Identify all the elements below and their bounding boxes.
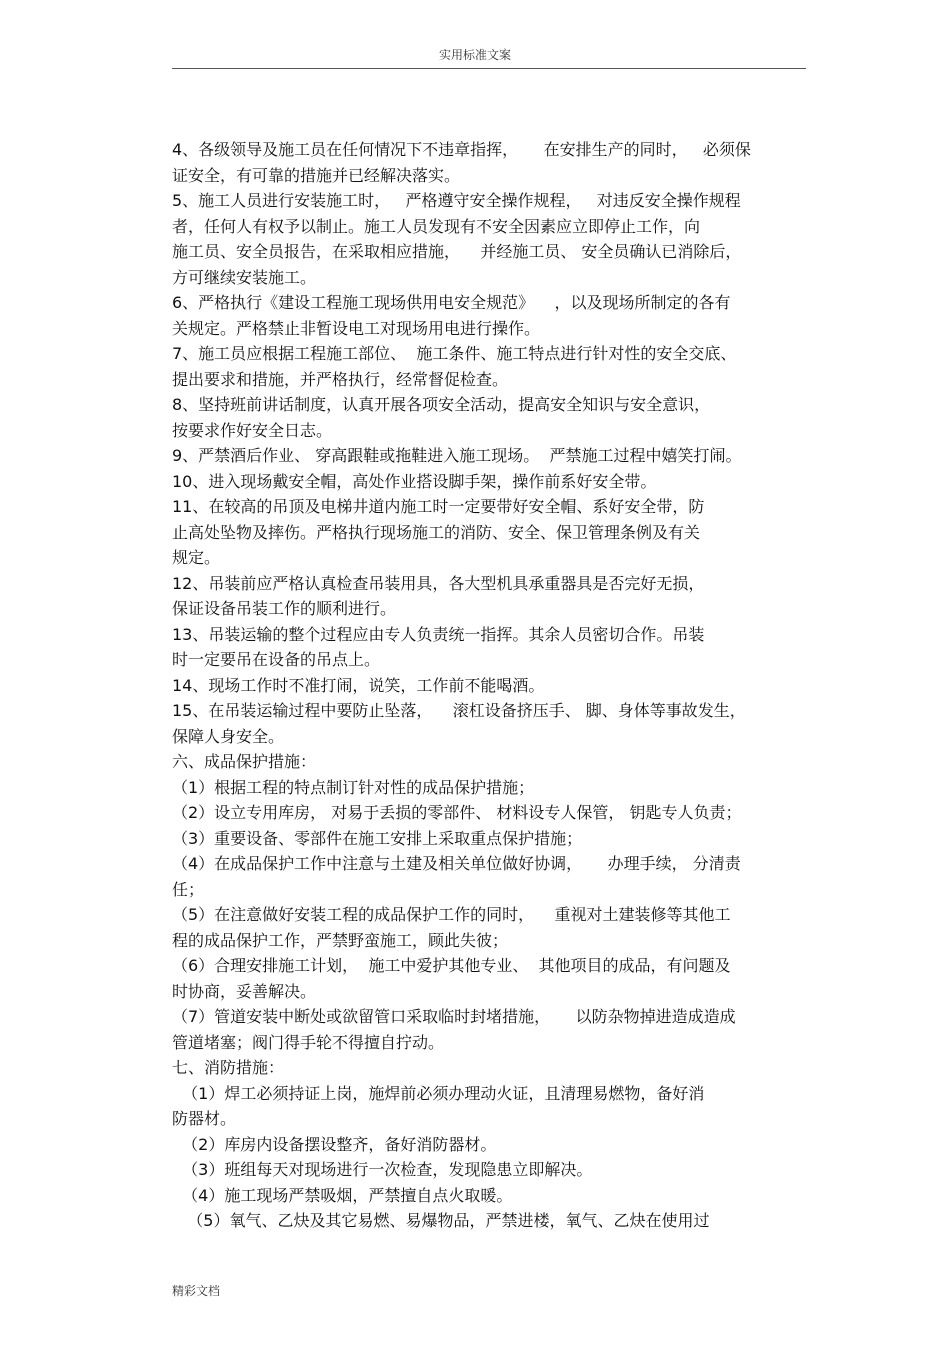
text-line: 7、施工员应根据工程施工部位、 施工条件、施工特点进行针对性的安全交底、 bbox=[172, 344, 737, 363]
text-line: 12、吊装前应严格认真检查吊装用具，各大型机具承重器具是否完好无损， bbox=[172, 573, 705, 593]
text-line: 按要求作好安全日志。 bbox=[172, 420, 333, 440]
text-line: 8、坚持班前讲话制度，认真开展各项安全活动，提高安全知识与安全意识， bbox=[172, 395, 711, 414]
text-line: 者，任何人有权予以制止。施工人员发现有不安全因素应立即停止工作，向 bbox=[172, 216, 701, 236]
text-line: 13、吊装运输的整个过程应由专人负责统一指挥。其余人员密切合作。吊装 bbox=[172, 624, 705, 644]
text-line: 证安全，有可靠的措施并已经解决落实。 bbox=[172, 165, 461, 185]
text-line: （2）库房内设备摆设整齐，备好消防器材。 bbox=[172, 1134, 497, 1154]
text-line: 4、各级领导及施工员在任何情况下不违章指挥， 在安排生产的同时， 必须保 bbox=[172, 140, 751, 159]
text-line: 提出要求和措施，并严格执行，经常督促检查。 bbox=[172, 369, 509, 389]
text-line: （3）班组每天对现场进行一次检查，发现隐患立即解决。 bbox=[172, 1160, 593, 1179]
text-line: 15、在吊装运输过程中要防止坠落， 滚杠设备挤压手、 脚、身体等事故发生， bbox=[172, 701, 746, 720]
text-line: 防器材。 bbox=[172, 1109, 237, 1128]
text-line: 6、严格执行《建设工程施工现场供用电安全规范》 ，以及现场所制定的各有 bbox=[172, 293, 731, 312]
text-line: 任； bbox=[172, 879, 205, 899]
text-line: 程的成品保护工作，严禁野蛮施工，顾此失彼； bbox=[172, 930, 509, 950]
text-line: 规定。 bbox=[172, 548, 221, 567]
text-line: 方可继续安装施工。 bbox=[172, 267, 317, 287]
text-line: 9、严禁酒后作业、 穿高跟鞋或拖鞋进入施工现场。 严禁施工过程中嬉笑打闹。 bbox=[172, 446, 742, 465]
text-line: （2）设立专用库房， 对易于丢损的零部件、 材料设专人保管， 钥匙专人负责； bbox=[172, 803, 742, 822]
text-line: （4）在成品保护工作中注意与土建及相关单位做好协调， 办理手续， 分清责 bbox=[172, 854, 741, 873]
text-line: 六、成品保护措施： bbox=[172, 752, 317, 771]
text-line: （1）根据工程的特点制订针对性的成品保护措施； bbox=[172, 777, 535, 797]
page-header-title: 实用标准文案 bbox=[438, 48, 511, 62]
text-line: 保证设备吊装工作的顺利进行。 bbox=[172, 599, 397, 618]
text-line: （1）焊工必须持证上岗，施焊前必须办理动火证，且清理易燃物，备好消 bbox=[172, 1083, 705, 1103]
text-line: 11、在较高的吊顶及电梯井道内施工时一定要带好安全帽、系好安全带，防 bbox=[172, 497, 705, 516]
text-line: （5）在注意做好安装工程的成品保护工作的同时， 重视对土建装修等其他工 bbox=[172, 905, 731, 924]
text-line: 止高处坠物及摔伤。严格执行现场施工的消防、安全、保卫管理条例及有关 bbox=[172, 522, 701, 542]
text-line: （6）合理安排施工计划， 施工中爱护其他专业、 其他项目的成品，有问题及 bbox=[172, 956, 731, 975]
text-line: 管道堵塞；阀门得手轮不得擅自拧动。 bbox=[172, 1032, 445, 1052]
text-line: 保障人身安全。 bbox=[172, 726, 285, 746]
text-line: 施工员、安全员报告，在采取相应措施， 并经施工员、 安全员确认已消除后， bbox=[172, 242, 742, 261]
text-line: 时一定要吊在设备的吊点上。 bbox=[172, 650, 381, 669]
header-divider bbox=[172, 68, 806, 69]
text-line: （3）重要设备、零部件在施工安排上采取重点保护措施； bbox=[172, 828, 583, 848]
text-line: 14、现场工作时不准打闹，说笑，工作前不能喝酒。 bbox=[172, 675, 545, 695]
page-footer-text: 精彩文档 bbox=[172, 1284, 221, 1298]
text-line: （5）氧气、乙炔及其它易燃、易爆物品，严禁进楼，氧气、乙炔在使用过 bbox=[172, 1211, 710, 1230]
text-line: （7）管道安装中断处或欲留管口采取临时封堵措施， 以防杂物掉进造成造成 bbox=[172, 1007, 736, 1026]
text-line: 时协商，妥善解决。 bbox=[172, 981, 317, 1001]
text-line: 5、施工人员进行安装施工时， 严格遵守安全操作规程， 对违反安全操作规程 bbox=[172, 191, 741, 210]
text-line: 关规定。严格禁止非暂设电工对现场用电进行操作。 bbox=[172, 318, 541, 338]
text-line: 七、消防措施： bbox=[172, 1058, 285, 1077]
text-line: 10、进入现场戴安全帽，高处作业搭设脚手架，操作前系好安全带。 bbox=[172, 471, 657, 491]
text-line: （4）施工现场严禁吸烟，严禁擅自点火取暖。 bbox=[172, 1185, 513, 1205]
